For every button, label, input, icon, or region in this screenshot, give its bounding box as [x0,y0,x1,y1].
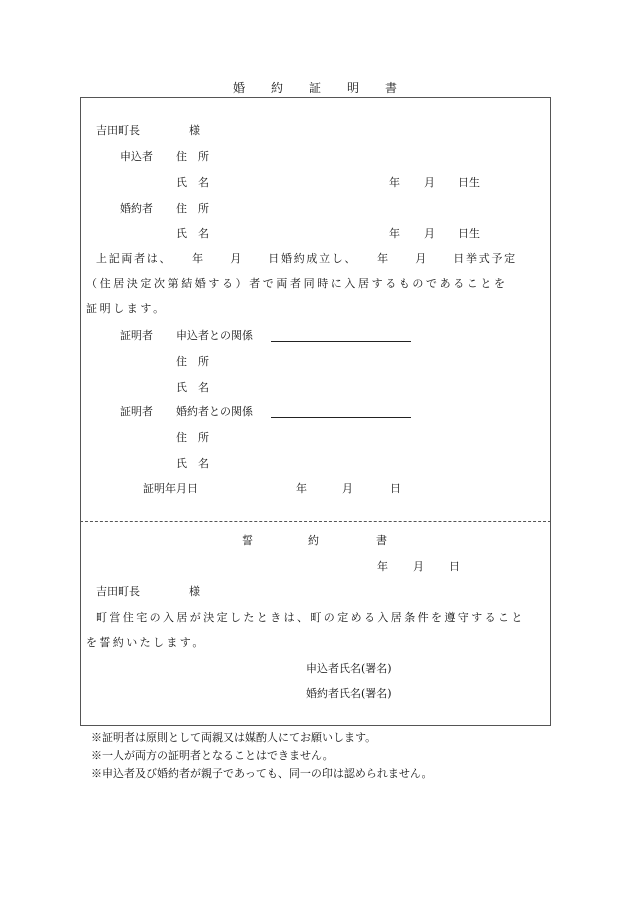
certifier-1-label: 証明者 [120,329,153,342]
title-char: 書 [384,81,397,95]
honorific: 様 [189,124,200,137]
note-item: ※証明者は原則として両親又は媒酌人にてお願いします。 [91,731,377,744]
pledge-title-char: 書 [376,534,387,547]
pledge-date-day: 日 [449,560,460,573]
title-char: 証 [308,81,321,95]
pledge-title-char: 誓 [242,534,253,547]
pledge-body-line-2: を誓約いたします。 [86,636,206,649]
certifier-2-address-label: 住 所 [176,431,209,444]
pledge-title-char: 約 [308,534,319,547]
fiance-birth-year: 年 [389,227,400,240]
fiance-label: 婚約者 [120,202,153,215]
applicant-birth-month: 月 [424,176,435,189]
fiance-name-label: 氏 名 [176,227,209,240]
certifier-2-name-label: 氏 名 [176,457,209,470]
cert-date-year: 年 [296,482,307,495]
note-item: ※一人が両方の証明者となることはできません。 [91,749,334,762]
note-item: ※申込者及び婚約者が親子であっても、同一の印は認められません。 [91,767,433,780]
relation-applicant-underline [271,341,411,342]
certificate-body-line-1: 上記両者は、 年 月 日婚約成立し、 年 月 日挙式予定 [96,252,517,265]
applicant-label: 申込者 [120,150,153,163]
section-divider [80,521,551,522]
certifier-1-address-label: 住 所 [176,355,209,368]
fiance-signature-label: 婚約者氏名(署名) [306,687,392,700]
addressee: 吉田町長 [96,124,140,137]
applicant-birth-day: 日生 [458,176,480,189]
applicant-birth-year: 年 [389,176,400,189]
pledge-body-line-1: 町営住宅の入居が決定したときは、町の定める入居条件を遵守すること [96,611,525,624]
fiance-birth-month: 月 [424,227,435,240]
relation-fiance-underline [271,417,411,418]
cert-date-label: 証明年月日 [143,482,198,495]
applicant-name-label: 氏 名 [176,176,209,189]
title-char: 明 [346,81,359,95]
certificate-body-line-3: 証明します。 [86,302,167,315]
relation-fiance-label: 婚約者との関係 [176,405,253,418]
pledge-date-year: 年 [377,560,388,573]
certifier-1-name-label: 氏 名 [176,381,209,394]
certificate-body-line-2: （住居決定次第結婚する）者で両者同時に入居するものであることを [86,277,508,290]
applicant-address-label: 住 所 [176,150,209,163]
applicant-signature-label: 申込者氏名(署名) [306,662,392,675]
fiance-address-label: 住 所 [176,202,209,215]
certifier-2-label: 証明者 [120,405,153,418]
pledge-addressee: 吉田町長 [96,585,140,598]
cert-date-month: 月 [342,482,353,495]
pledge-honorific: 様 [189,585,200,598]
relation-applicant-label: 申込者との関係 [176,329,253,342]
fiance-birth-day: 日生 [458,227,480,240]
document-title [0,79,630,96]
title-char: 約 [270,81,283,95]
cert-date-day: 日 [390,482,401,495]
pledge-date-month: 月 [413,560,424,573]
title-char: 婚 [232,81,245,95]
